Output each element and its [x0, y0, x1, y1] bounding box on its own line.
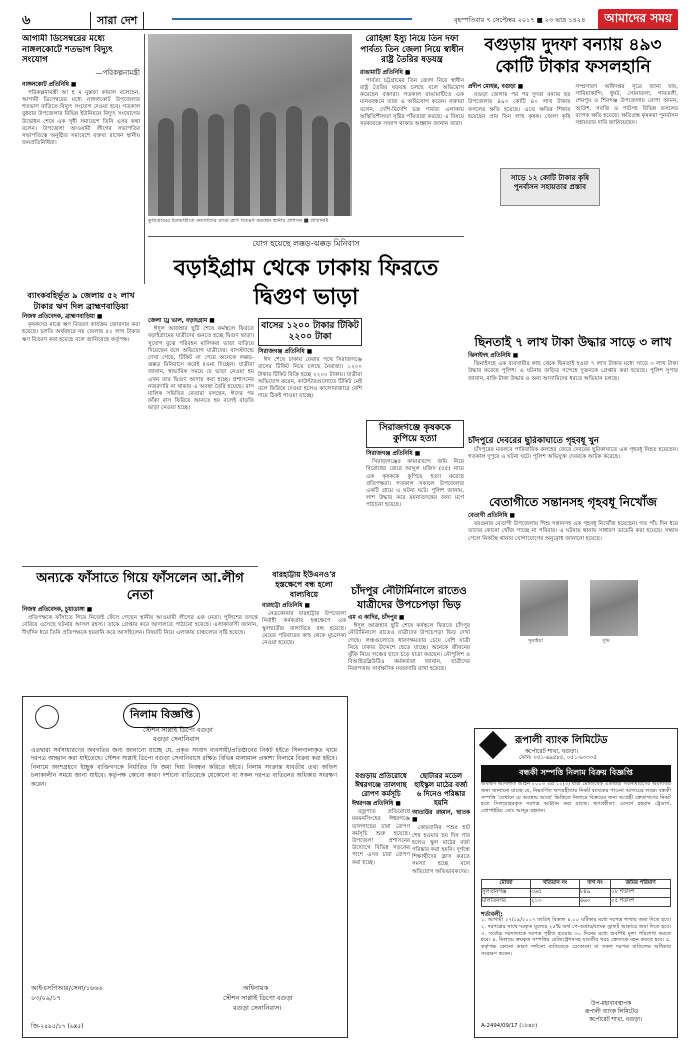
- story-headline: আগামী ডিসেম্বরের মধ্যে নাঙ্গলকোটে শতভাগ বিদ্যুৎ সংযোগ: [22, 34, 113, 65]
- lead-kicker: যোগ হয়েছে লক্কড়-ঝক্কড় মিনিবাস: [252, 239, 360, 248]
- auction-ref: আইএসপিআর/সেনা/১৬৬৬: [31, 984, 103, 992]
- story-body: [22, 314, 140, 344]
- bank-contact: ফোন: ০৫১-৬৯৫৮৫, ০৫১-৬৩৩০৫: [519, 755, 597, 761]
- story-headline: অন্যকে ফাঁসাতে গিয়ে ফাঁসলেন আ.লীগ নেতা: [36, 571, 244, 603]
- news-photo: [148, 34, 352, 216]
- story-headline: চাঁদপুর নৌটার্মিনালে রাতেও যাত্রীদের উপচেপড়া ভিড়: [351, 585, 467, 611]
- terms-body: ১. আগামী ২৭/০৯/২০১৭ তারিখ বিকাল ৪.০০ ঘটিকার মধ্যে দরপত্র শাখায় জমা দিতে হবে। ২. দরপত্রের সাথে দরকৃত মূল্যের ২৫% অর্থ পে-অর্ডার/ব্যাংক ড্রাফট আকারে জমা দিতে হবে। ৩. সর্বোচ্চ দরদাতাকে দরপত্র গৃহীত হওয়ার ৩০ দিনের মধ্যে অবশিষ্ট মূল্য পরিশোধ করতে হবে। ৪. নিলামে ক্রয়কৃত সম্পত্তির রেজিস্ট্রেশনসহ যাবতীয় খরচ ক্রেতাকে বহন করতে হবে। ৫. কর্তৃপক্ষ কোনো কারণ দর্শানো ব্যতিরেকে যেকোনো বা সকল দরপত্র বাতিলের অধিকার সংরক্ষণ করেন।: [481, 917, 671, 957]
- auction-date: ০৩/০৯/১৭: [31, 994, 61, 1002]
- story-text: চাঁদপুরের মতলবে পারিবারিক কলহের জেরে দেবরের ছুরিকাঘাতে এক গৃহবধূ নিহত হয়েছেন। গতকাল দুপুরে এ ঘটনা ঘটে। পুলিশ অভিযুক্ত দেবরকে আটক করেছে।: [468, 447, 678, 461]
- story-reporter: সিরাজগঞ্জ প্রতিনিধি ■: [258, 349, 313, 355]
- lead-headline: বড়াইগ্রাম থেকে ঢাকায় ফিরতে দ্বিগুণ ভাড়া: [173, 256, 439, 310]
- auction-subtitle2: বগুড়া সেনানিবাস: [153, 735, 200, 743]
- story-text: কোরবানির পশুর হাট শেষ হওয়ার ছয় দিন পার হলেও স্কুল মাঠের বর্জ্য পরিষ্কার করা হয়নি। দুর্গন্ধে শিক্ষার্থীদের ক্লাস করতে সমস্যা হচ্ছে বলে অভিযোগ অভিভাবকদের।: [412, 825, 470, 875]
- story-headline: রোহিঙ্গা ইস্যু নিয়ে তিন দফা পার্বত্য তিন জেলা নিয়ে স্বাধীন রাষ্ট্র তৈরির ষড়যন্ত্র: [360, 34, 464, 65]
- story-bank: [22, 290, 140, 566]
- story-headline: বাসের ১২০০ টাকার টিকিট ২২০০ টাকা: [258, 318, 362, 346]
- story-body: [468, 513, 678, 543]
- auction-notice: [22, 696, 348, 1038]
- story-body: [468, 84, 678, 127]
- photo-caption: কুড়িগ্রামের চিলমারীতে বন্যার্তদের মাঝে ত্রাণ বিতরণ করছেন স্থানীয় প্রশাসন ■ প্রতিনিধি: [148, 218, 329, 224]
- story-text: নেত্রকোনার বারহাট্টায় উপজেলা নির্বাহী কর্মকর্তার হস্তক্ষেপে এক স্কুলছাত্রীর বাল্যবিয়ে বন্ধ হয়েছে। মেয়ের পরিবারের কাছ থেকে মুচলেকা নেওয়া হয়েছে।: [262, 611, 346, 647]
- story-bus-fare: [258, 318, 362, 608]
- story-body: [352, 801, 410, 867]
- story-headline: বারহাট্টায় ইউএনও'র হস্তক্ষেপে বন্ধ হলো বাল্যবিয়ে: [272, 570, 336, 599]
- story-reporter: রাঙামাটি প্রতিনিধি ■: [360, 69, 411, 76]
- property-table: [481, 879, 671, 907]
- story-text: ঈদ শেষে ঢাকায় ফেরার পথে সিরাজগঞ্জে বাসের টিকিট নিয়ে চলছে নৈরাজ্য। ১২০০ টাকার টিকিট বিক্রি হচ্ছে ২২০০ টাকায়। যাত্রীরা অভিযোগ করেন, কাউন্টারগুলোতে টিকিট নেই বলে ফিরিয়ে দেওয়া হলেও কালোবাজারে বেশি দামে ঠিকই পাওয়া যাচ্ছে।: [258, 357, 362, 400]
- story-text: কৃষকদের মাঝে ঋণ বিতরণ কার্যক্রম জোরদার করা হয়েছে। চলতি অর্থবছরে নয় জেলায় ৫২ লাখ টাকার ঋণ বিতরণ করা হয়েছে বলে জানিয়েছে কর্তৃপক্ষ।: [22, 322, 140, 343]
- story-reporter: নাঙ্গলকোট প্রতিনিধি ■: [22, 81, 77, 88]
- section-label: সারা দেশ: [90, 12, 144, 30]
- auction-signer2: স্টেশন সাপ্লাই ডিপো বগুড়া: [223, 994, 293, 1002]
- bank-signer: উপ-মহাব্যবস্থাপক: [591, 1001, 632, 1007]
- missing-photo-left: [520, 580, 568, 636]
- story-text: ঝিনাইদহে এক ব্যবসায়ীর কাছ থেকে ছিনতাই হওয়া ৭ লাখ টাকার মধ্যে সাড়ে ৩ লাখ টাকা উদ্ধার করেছে পুলিশ। এ ঘটনায় জড়িত সন্দেহে দুজনকে গ্রেপ্তার করা হয়েছে। পুলিশ সুপার জানান, বাকি টাকা উদ্ধার ও অন্য আসামিদের ধরতে অভিযান চলছে।: [468, 361, 678, 382]
- story-text: সিরাজগঞ্জের কামারখন্দে জমি নিয়ে বিরোধের জেরে আব্দুল মজিদ (৫৫) নামে এক কৃষককে কুপিয়ে হত্যা করেছে প্রতিপক্ষরা। গতকাল সকালে উপজেলার একটি গ্রামে এ ঘটনা ঘটে। পুলিশ জানায়, লাশ উদ্ধার করে ময়নাতদন্তের জন্য মর্গে পাঠানো হয়েছে।: [366, 459, 464, 509]
- auction-footer-ref: জি-২৪৯৫/১৭ (৬x৫): [31, 1023, 84, 1030]
- story-text: ঈদুল আজহার ছুটি শেষে কর্মস্থলে ফিরতে বড়াইগ্রামের যাত্রীদের গুনতে হচ্ছে দ্বিগুণ ভাড়া। সুযোগ বুঝে পরিবহন মালিকরা ভাড়া বাড়িয়ে দিয়েছেন বলে অভিযোগ যাত্রীদের। বাসস্ট্যান্ডে দেখা গেছে, টিকিট না পেয়ে অনেকে লক্কড়-ঝক্কড় মিনিবাসে করেই রওনা দিচ্ছেন। যাত্রীরা জানান, স্বাভাবিক সময়ে যে ভাড়া নেওয়া হয় এখন তার দ্বিগুণ আদায় করা হচ্ছে। প্রশাসনের নজরদারি না থাকায় এ অবস্থা তৈরি হয়েছে। বাস মালিক সমিতির নেতারা বলছেন, ঈদের পর ফাঁকা বাস ফিরিয়ে আনতে হয় বলেই বাড়তি ভাড়া নেওয়া হচ্ছে।: [148, 326, 254, 412]
- bank-address: কর্পোরেট শাখা, বগুড়া।: [525, 749, 579, 755]
- bank-auction-notice: [474, 728, 678, 1038]
- table-header: মৌজা: [482, 880, 531, 889]
- story-headline: বেতাগীতে সন্তানসহ গৃহবধূ নিখোঁজ: [489, 495, 657, 509]
- story-reporter: প্রদীপ মোহন্ত, বগুড়া ■: [468, 84, 524, 90]
- story-body: [22, 607, 258, 637]
- story-reporter: ঝিনাইদহ প্রতিনিধি ■: [468, 353, 519, 359]
- auction-signer: অধিনায়ক: [243, 984, 269, 992]
- story-text: পরিকল্পনামন্ত্রী আ হ ম মুস্তফা কামাল বলেছেন, আগামী ডিসেম্বরের মধ্যে নাঙ্গলকোট উপজেলার শতভাগ বাড়িতে বিদ্যুৎ সংযোগ দেওয়া হবে। গতকাল বুধবার উপজেলার বিভিন্ন ইউনিয়নে বিদ্যুৎ সংযোগের উদ্বোধন শেষে এক সুধী সমাবেশে তিনি এসব কথা বলেন। উপজেলা আওয়ামী লীগের সভাপতির সভাপতিত্বে অনুষ্ঠিত সমাবেশে বক্তব্য রাখেন স্থানীয় জনপ্রতিনিধিরা।: [22, 89, 140, 147]
- story-headline: ব্যাংকবহির্ভূত ৯ জেলায় ৫২ লাখ টাকার ঋণ দিল ব্রাহ্মণবাড়িয়া: [27, 290, 135, 311]
- masthead-logo: আমাদের সময়: [598, 9, 678, 30]
- page-number: ৬: [22, 13, 31, 28]
- story-reporter: আতাউর রহমান, ছাতক ■: [412, 810, 470, 824]
- story-headline: বগুড়ায় দুদফা বন্যায় ৪৯৩ কোটি টাকার ফসলহানি: [484, 35, 662, 77]
- story-reporter: নিজস্ব প্রতিবেদক, চুয়াডাঙ্গা ■: [22, 607, 93, 613]
- table-row: সুলতানগঞ্জ ৩৬৫ ৮৪৯ ০৮ শতাংশ: [482, 889, 671, 898]
- story-chhatak: [412, 772, 470, 1038]
- bank-name: রূপালী ব্যাংক লিমিটেড: [515, 735, 608, 746]
- story-headline: চাঁদপুরে দেবরের ছুরিকাঘাতে গৃহবধূ খুন: [468, 436, 599, 446]
- auction-signer3: বগুড়া সেনানিবাস।: [233, 1004, 282, 1012]
- story-body: [366, 451, 464, 510]
- story-palm-tree: [352, 772, 410, 1038]
- story-body: [412, 810, 470, 876]
- section-rule: [172, 18, 412, 20]
- story-chandpur-terminal: [348, 584, 470, 768]
- bank-notice-body: অর্থঋণ আদালত আইন ২০০৩ এর ১২(৩) ধারা মোতাবেক এতদ্বারা সর্বসাধারণের অবগতির জন্য জানানো যাচ্ছে যে, নিম্নবর্ণিত ঋণগ্রহীতার নিকট ব্যাংকের পাওনা আদায়ের লক্ষ্যে বন্ধকী সম্পত্তি 'যেখানে যে অবস্থায় আছে' ভিত্তিতে নিলামে বিক্রয়ের জন্য আগ্রহী ক্রেতাগণের নিকট হতে সিলমোহরকৃত দরপত্র আহ্বান করা যাচ্ছে। ঋণগ্রহীতা: মেসার্স রহমান ট্রেডার্স, প্রোপাইটর: মোঃ আব্দুর রহমান।: [481, 781, 671, 815]
- bogura-callout: সাড়ে ১২ কোটি টাকার কৃষি পুনর্বাসন সহায়তার প্রস্তাব: [500, 168, 600, 206]
- story-body: [348, 615, 470, 674]
- auction-title: নিলাম বিজ্ঞপ্তি: [123, 703, 200, 728]
- story-barhatta: [262, 570, 346, 696]
- story-nanglakot: [22, 34, 140, 284]
- story-al-leader: [22, 570, 258, 690]
- page-header: [22, 8, 678, 30]
- story-reporter: সিরাজগঞ্জ প্রতিনিধি ■: [366, 451, 421, 457]
- story-headline: ছোটারর মডেল হাইস্কুল মাঠের বর্জ্য ৬ দিনেও পরিষ্কার হয়নি: [414, 772, 468, 807]
- missing-caption-left: সুমাইয়া: [528, 638, 544, 644]
- story-text: বরগুনার বেতাগী উপজেলায় শিশু সন্তানসহ এক গৃহবধূ নিখোঁজ হয়েছেন। গত পাঁচ দিন ধরে তাদের কোনো খোঁজ পাচ্ছে না পরিবার। এ ঘটনায় থানায় সাধারণ ডায়েরি করা হয়েছে। সন্ধান পেলে নিকটস্থ থানায় যোগাযোগের অনুরোধ জানানো হয়েছে।: [468, 521, 678, 542]
- bank-signer2: রূপালী ব্যাংক লিমিটেড: [585, 1009, 639, 1015]
- story-headline: সিরাজগঞ্জে কৃষককে কুপিয়ে হত্যা: [366, 420, 464, 448]
- story-text: পার্বত্য চট্টগ্রামের তিন জেলা নিয়ে স্বাধীন রাষ্ট্র তৈরির ষড়যন্ত্র চলছে বলে অভিযোগ করেছেন বক্তারা। গতকাল রাঙামাটিতে এক মানববন্ধনে তারা এ অভিযোগ করেন। বক্তারা বলেন, দেশি-বিদেশি চক্র পার্বত্য এলাকায় অস্থিতিশীলতা সৃষ্টির পাঁয়তারা করছে। এ বিষয়ে সরকারকে সজাগ থাকার আহ্বান জানান তারা।: [360, 77, 464, 127]
- story-text: বজ্রপাত প্রতিরোধে ময়মনসিংহের ঈশ্বরগঞ্জে তালগাছের চারা রোপণ কর্মসূচি শুরু হয়েছে। উপজেলা প্রশাসনের উদ্যোগে বিভিন্ন সড়কের পাশে এসব চারা রোপণ করা হচ্ছে।: [352, 809, 410, 866]
- auction-body: এতদ্বারা সর্বসাধারণের অবগতির জন্য জানানো যাচ্ছে যে, প্রকৃত সংবাদ ব্যবসায়ী/প্রতিষ্ঠানের নিকট হইতে সিলগালাকৃত খামে দরপত্র আহ্বান করা যাইতেছে। স্টেশন সাপ্লাই ডিপো বগুড়া সেনানিবাসে রক্ষিত বিভিন্ন মালামাল প্রকাশ্য নিলামে বিক্রয় করা হইবে। নিলামে অংশগ্রহণে ইচ্ছুক ব্যক্তিগণকে নির্ধারিত ফি জমা দিয়া নিবন্ধন করিতে হইবে। নিলাম সংক্রান্ত যাবতীয় তথ্য অফিস চলাকালীন সময়ে জানা যাইবে। কর্তৃপক্ষ কোনো কারণ দর্শানো ব্যতিরেকে যেকোনো বা সকল দরপত্র বাতিলের অধিকার সংরক্ষণ করেন।: [31, 747, 337, 788]
- bank-notice-title: বন্ধকী সম্পত্তি নিলাম বিক্রয় বিজ্ঞপ্তি: [481, 765, 671, 782]
- terms-title: শর্তাবলী:: [481, 911, 503, 918]
- story-text: প্রতিপক্ষকে ফাঁসাতে গিয়ে নিজেই ফেঁসে গেছেন স্থানীয় আওয়ামী লীগের এক নেতা। পুলিশের তদন্তে বেরিয়ে এসেছে ঘটনার আসল রহস্য। তাকে গ্রেপ্তার করে আদালতে পাঠানো হয়েছে। এলাকাবাসী জানান, দীর্ঘদিন ধরে তিনি প্রতিপক্ষকে হয়রানি করে আসছিলেন। বিষয়টি নিয়ে এলাকায় চাঞ্চল্যের সৃষ্টি হয়েছে।: [22, 615, 258, 636]
- story-text: ঈদুল আজহার ছুটি শেষে কর্মস্থলে ফিরতে চাঁদপুর নৌটার্মিনালে রাতেও যাত্রীদের উপচেপড়া ভিড় দেখা গেছে। লঞ্চগুলোতে ধারণক্ষমতার চেয়ে বেশি যাত্রী নিয়ে ঢাকার উদ্দেশে ছেড়ে যাচ্ছে। অনেকে জীবনের ঝুঁকি নিয়ে লঞ্চের ছাদে চড়ে যাত্রা করছেন। নৌপুলিশ ও বিআইডব্লিউটিএ কর্মকর্তারা জানান, যাত্রীদের নিরাপত্তায় সার্বক্ষণিক নজরদারি রাখা হয়েছে।: [348, 623, 470, 673]
- story-reporter: বেতাগী প্রতিনিধি ■: [468, 513, 515, 519]
- story-body: [262, 603, 346, 647]
- story-body: [148, 318, 254, 413]
- table-row: মালতিনগর ২১৩ ৬৬০ ০৫ শতাংশ: [482, 898, 671, 907]
- bank-logo-icon: [479, 731, 507, 759]
- table-header: দাগ নং: [579, 880, 610, 889]
- issue-date: বৃহস্পতিবার ৭ সেপ্টেম্বর ২০১৭ ■ ২৩ ভাদ্র ১৪২৪: [454, 16, 586, 24]
- table-header: জমির পরিমাণ: [611, 880, 671, 889]
- story-robbery: [468, 334, 678, 434]
- story-chandpur-murder: [468, 436, 678, 490]
- missing-caption-right: সুমি: [602, 638, 610, 644]
- story-reporter: ঈশ্বরগঞ্জ প্রতিনিধি ■: [352, 801, 401, 807]
- story-reporter: বারহাট্টা প্রতিনিধি ■: [262, 603, 311, 609]
- story-body: [258, 349, 362, 400]
- story-headline: ছিনতাই ৭ লাখ টাকা উদ্ধার সাড়ে ৩ লাখ: [474, 335, 672, 349]
- bank-signer3: কর্পোরেট শাখা, বগুড়া।: [589, 1017, 643, 1023]
- story-body: [468, 447, 678, 461]
- story-body: [468, 353, 678, 383]
- story-reporter: এম এ কাদির, চাঁদপুর ■: [348, 615, 405, 621]
- auction-emblem-icon: [35, 705, 59, 729]
- story-byline: —পরিকল্পনামন্ত্রী: [95, 68, 140, 77]
- story-body: [22, 82, 140, 148]
- auction-subtitle: স্টেশন সাপ্লাই ডিপো বগুড়া: [143, 726, 213, 734]
- story-body: [360, 70, 464, 129]
- table-header: খতিয়ান নং: [530, 880, 579, 889]
- story-headline: বগুড়ায় প্রতিরোধে ঈশ্বরগঞ্জে তালগাছ রোপণ কর্মসূচি: [355, 772, 407, 798]
- story-reporter: নিজস্ব প্রতিবেদক, ব্রাহ্মণবাড়িয়া ■: [22, 314, 103, 320]
- bank-footer-ref: A-2494/09/17 (১৮x৮): [481, 1023, 538, 1029]
- story-reporter: জেলা ট্রি ভাল, বড়াইগ্রাম ■: [148, 318, 215, 324]
- story-text: বগুড়া জেলায় পর পর দুদফা বন্যায় ছয় উপজেলায় ৪৯৩ কোটি ৪০ লাখ টাকার ফসলের ক্ষতি হয়েছে। এতে ক্ষতির শিকার হয়েছেন প্রায় তিন লাখ কৃষক। জেলা কৃষি সম্প্রসারণ অধিদপ্তর সূত্রে জানা যায়, সারিয়াকান্দি, ধুনট, সোনাতলা, গাবতলী, শেরপুর ও শিবগঞ্জ উপজেলায় রোপা আমন, আউশ, সবজি ও পাটসহ বিভিন্ন ফসলের ব্যাপক ক্ষতি হয়েছে। ক্ষতিগ্রস্ত কৃষকরা পুনর্বাসন সহায়তার দাবি জানিয়েছেন।: [468, 84, 678, 127]
- story-missing: [468, 494, 678, 724]
- missing-photo-right: [590, 580, 638, 636]
